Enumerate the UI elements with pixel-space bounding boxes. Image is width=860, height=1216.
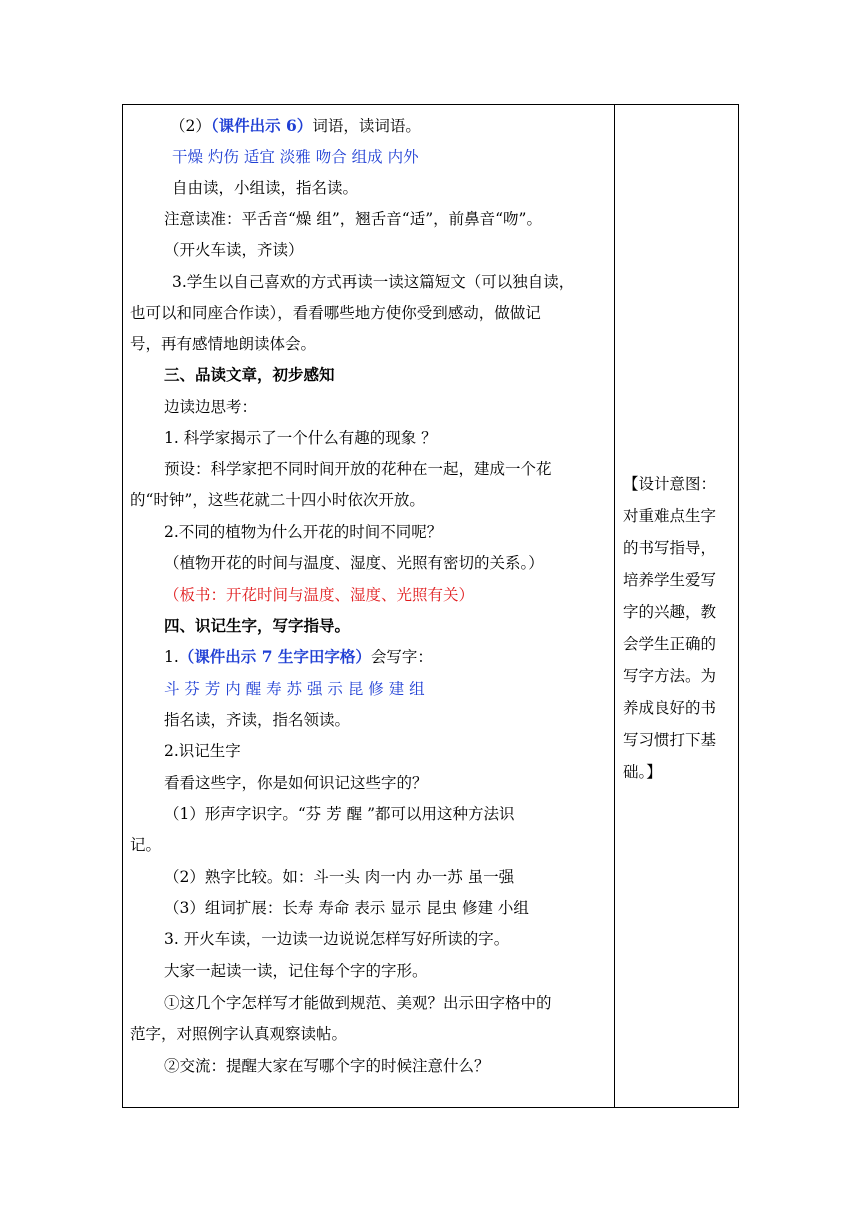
note-line: 写习惯打下基 [623, 731, 717, 749]
courseware-6-label: （课件出示 6） [210, 116, 313, 135]
point-2: ②交流：提醒大家在写哪个字的时候注意什么？ [164, 1057, 490, 1075]
think-prompt: 边读边思考： [164, 398, 258, 416]
note-line: 字的兴趣，教 [623, 603, 717, 621]
memorize-question: 看看这些字，你是如何识记这些字的？ [164, 774, 428, 792]
courseware-7-label: （课件出示 7 生字田字格） [178, 647, 371, 666]
task-1-text: 会写字： [370, 648, 433, 666]
point-1-line-2: 范字，对照例字认真观察读帖。 [130, 1025, 348, 1043]
step-3-train: 3. 开火车读，一边读一边说说怎样写好所读的字。 [164, 930, 510, 948]
question-1: 1. 科学家揭示了一个什么有趣的现象 ？ [164, 429, 437, 447]
read-together: 大家一起读一读，记住每个字的字形。 [164, 962, 428, 980]
section-4-heading: 四、识记生字，写字指导。 [164, 616, 351, 635]
answer-2: （植物开花的时间与温度、湿度、光照有密切的关系。） [164, 554, 544, 572]
board-writing: （板书：开花时间与温度、湿度、光照有关） [164, 586, 475, 604]
reading-order: 指名读，齐读，指名领读。 [164, 711, 351, 729]
question-2: 2.不同的植物为什么开花的时间不同呢？ [164, 523, 443, 541]
note-line: 对重难点生字 [623, 507, 717, 525]
method-1-line-2: 记。 [130, 836, 162, 854]
note-line: 础。】 [623, 763, 662, 781]
note-line: 【设计意图： [623, 475, 717, 493]
writing-task-line [164, 647, 433, 667]
note-line: 养成良好的书 [623, 699, 717, 717]
item-2-text: 词语，读词语。 [312, 117, 421, 135]
task-1-number: 1. [164, 648, 179, 666]
step-3-line-2: 也可以和同座合作读），看看哪些地方使你受到感动，做做记 [130, 304, 541, 322]
vocabulary-words: 干燥 灼伤 适宜 淡雅 吻合 组成 内外 [172, 148, 419, 166]
method-1-line-1: （1）形声字识字。“芬 芳 醒 ”都可以用这种方法识 [164, 805, 515, 823]
note-line: 会学生正确的 [623, 635, 717, 653]
note-line: 的书写指导， [623, 539, 717, 557]
item-2-number: （2） [170, 117, 211, 135]
note-line: 培养学生爱写 [623, 571, 717, 589]
point-1-line-1: ①这几个字怎样写才能做到规范、美观？出示田字格中的 [164, 994, 552, 1012]
step-3-line-3: 号，再有感情地朗读体会。 [130, 335, 317, 353]
item-2-line [170, 116, 421, 136]
pronunciation-note: 注意读准：平舌音“燥 组”，翘舌音“适”，前鼻音“吻”。 [164, 210, 542, 228]
column-divider [614, 104, 615, 1108]
section-3-heading: 三、品读文章，初步感知 [164, 365, 335, 384]
train-reading: （开火车读，齐读） [164, 241, 304, 259]
reading-modes: 自由读，小组读，指名读。 [172, 179, 359, 197]
step-2-heading: 2.识记生字 [164, 742, 241, 760]
method-3: （3）组词扩展：长寿 寿命 表示 显示 昆虫 修建 小组 [164, 899, 529, 917]
note-line: 写字方法。为 [623, 667, 717, 685]
characters-to-write: 斗 芬 芳 内 醒 寿 苏 强 示 昆 修 建 组 [164, 680, 425, 698]
answer-1-line-2: 的“时钟”，这些花就二十四小时依次开放。 [130, 491, 425, 509]
method-2: （2）熟字比较。如：斗一头 肉一内 办一苏 虽一强 [164, 868, 515, 886]
step-3-line-1: 3.学生以自己喜欢的方式再读一读这篇短文（可以独自读， [172, 273, 575, 291]
design-intent-note [623, 468, 733, 788]
answer-1-line-1: 预设：科学家把不同时间开放的花种在一起，建成一个花 [164, 460, 552, 478]
